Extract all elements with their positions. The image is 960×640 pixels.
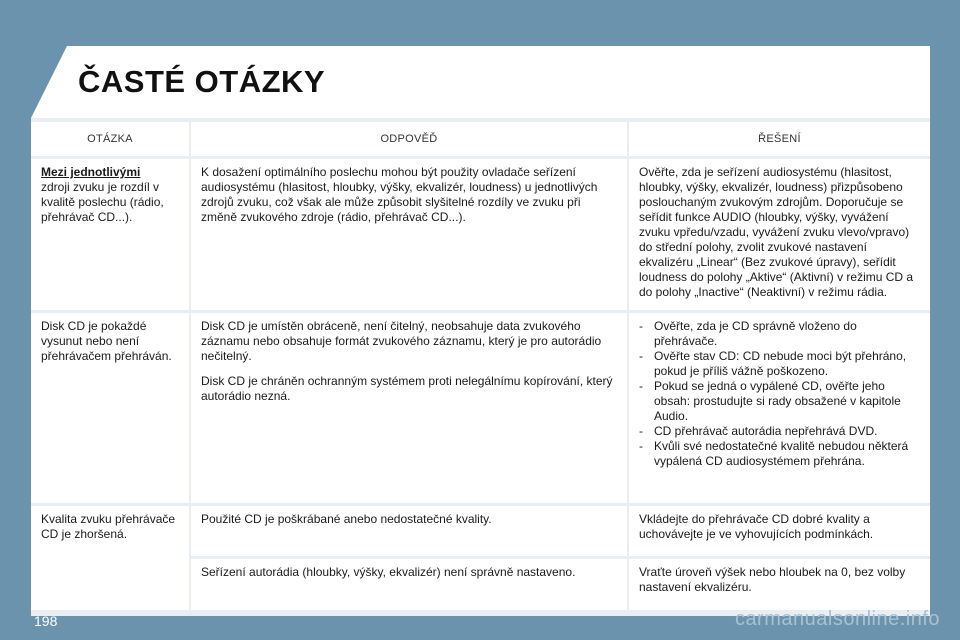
row3-question-text: Kvalita zvuku přehrávače CD je zhoršená. <box>41 512 176 541</box>
watermark: carmanualsonline.info <box>734 608 940 630</box>
list-item: - Ověřte, zda je CD správně vloženo do přehrávače. <box>639 319 922 349</box>
list-item: - Ověřte stav CD: CD nebude moci být přehráno, pokud je příliš vážně poškozeno. <box>639 349 922 379</box>
row3-solution-b <box>629 559 930 610</box>
row1-question-bold: Mezi jednotlivými <box>41 165 141 179</box>
row1-answer-text: K dosažení optimálního poslechu mohou být použity ovladače seřízení audiosystému (hlasitost, hloubky, výšky, ekvalizér, loudness) u jednotlivých zdrojů zvuku, což však ale může způsobit slyšitelné rozdíly ve zvuku při změně zvukového zdroje (rádio, přehrávač CD...). <box>201 165 598 224</box>
row2-question-text: Disk CD je pokaždé vysunut nebo není přehrávačem přehráván. <box>41 319 172 363</box>
header-answer: ODPOVĚĎ <box>191 122 627 156</box>
page-number: 198 <box>34 613 58 629</box>
row3-solution-a-text: Vkládejte do přehrávače CD dobré kvality a uchovávejte je ve vyhovujících podmínkách. <box>639 512 874 541</box>
page-title: ČASTÉ OTÁZKY <box>78 64 326 99</box>
header-question: OTÁZKA <box>31 122 189 156</box>
row3-question <box>31 506 189 610</box>
row1-solution <box>629 159 930 310</box>
row3-solution-b-text: Vraťte úroveň výšek nebo hloubek na 0, bez volby nastavení ekvalizéru. <box>639 565 906 594</box>
row2-answer-text-1: Disk CD je umístěn obráceně, není čitelný, neobsahuje data zvukového záznamu nebo obsahuje formát zvukového záznamu, který je pro autorádio nečitelný. <box>201 319 602 363</box>
row3-solution-a <box>629 506 930 556</box>
list-item: - Kvůli své nedostatečné kvalitě nebudou některá vypálená CD audiosystémem přehrána. <box>639 439 922 469</box>
list-item: - CD přehrávač autorádia nepřehrává DVD. <box>639 424 922 439</box>
row1-question <box>31 159 189 310</box>
row3-answer-b-text: Seřízení autorádia (hloubky, výšky, ekvalizér) není správně nastaveno. <box>201 565 576 579</box>
row2-answer-text-2: Disk CD je chráněn ochranným systémem proti nelegálnímu kopírování, který autorádio nezná. <box>201 374 613 403</box>
row1-question-text: zdroji zvuku je rozdíl v kvalitě poslechu (rádio, přehrávač CD...). <box>41 180 164 224</box>
row2-answer <box>191 313 627 503</box>
list-item: - Pokud se jedná o vypálené CD, ověřte jeho obsah: prostudujte si rady obsažené v kapitole Audio. <box>639 379 922 424</box>
row2-solution-list <box>639 319 922 469</box>
row3-answer-a-text: Použité CD je poškrábané anebo nedostatečné kvality. <box>201 512 492 526</box>
header-solution: ŘEŠENÍ <box>629 122 930 156</box>
row2-solution <box>629 313 930 503</box>
row3-answer-b <box>191 559 627 610</box>
row1-answer <box>191 159 627 310</box>
row3-answer-a <box>191 506 627 556</box>
row1-solution-text: Ověřte, zda je seřízení audiosystému (hlasitost, hloubky, výšky, ekvalizér, loudness) přizpůsobeno poslouchaným zvukovým zdrojům. Doporučuje se seřídit funkce AUDIO (hloubky, výšky, vyvážení zvuku vpředu/vzadu, vyvážení zvuku vlevo/vpravo) do střední polohy, zvolit zvukové nastavení ekvalizéru „Linear“ (Bez zvukové úpravy), seřídit loudness do polohy „Aktive“ (Aktivní) v režimu CD a do polohy „Inactive“ (Neaktivní) v režimu rádia. <box>639 165 914 299</box>
row2-question <box>31 313 189 503</box>
